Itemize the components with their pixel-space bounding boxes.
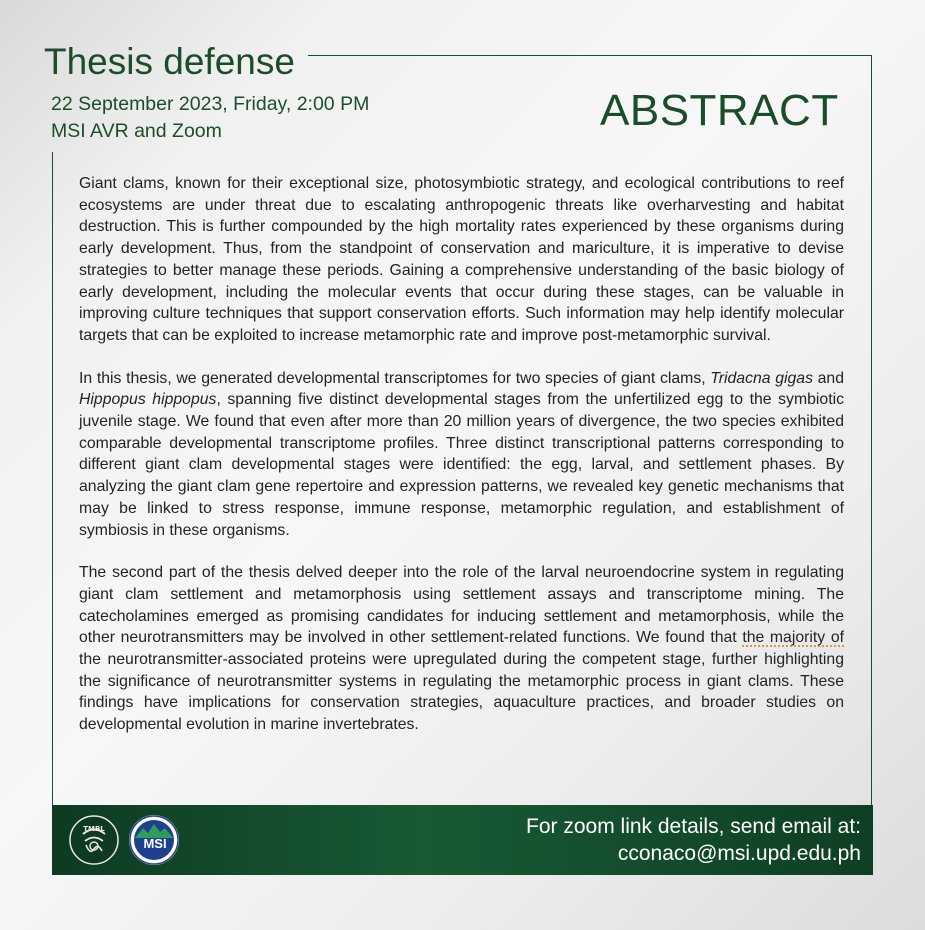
abstract-paragraph-2 [79, 368, 844, 542]
abstract-paragraph-3 [79, 562, 844, 736]
tmbi-logo-icon [69, 815, 119, 865]
frame-right-border [871, 55, 872, 805]
page-title: Thesis defense [44, 41, 295, 82]
paragraph-text: In this thesis, we generated developmental transcriptomes for two species of giant clams, [79, 369, 711, 387]
tmbi-logo-text: TMBL [83, 825, 105, 833]
abstract-heading: ABSTRACT [600, 86, 839, 135]
species-name: Hippopus hippopus [79, 391, 217, 409]
abstract-paragraph-1: Giant clams, known for their exceptional size, photosymbiotic strategy, and ecological contributions to reef ecosystems are under threat due to escalating anthropogenic threats like overharvesting and habitat destruction. This is further compounded by the high mortality rates experienced by these organisms during early development. Thus, from the standpoint of conservation and mariculture, it is imperative to devise strategies to better manage these periods. Gaining a comprehensive understanding of the basic biology of early development, including the molecular events that occur during these stages, can be valuable in improving culture techniques that support conservation efforts. Such information may help identify molecular targets that can be exploited to increase metamorphic rate and improve post-metamorphic survival. [79, 175, 844, 344]
msi-logo-icon [129, 815, 179, 865]
frame-top-border [308, 55, 872, 56]
contact-email-link[interactable]: cconaco@msi.upd.edu.ph [617, 842, 861, 865]
event-venue: MSI AVR and Zoom [51, 120, 222, 142]
paragraph-text: The second part of the thesis delved deeper into the role of the larval neuroendocrine system in regulating giant clam settlement and metamorphosis using settlement assays and transcriptome mining. The catecholamines emerged as promising candidates for inducing settlement and metamorphosis, while the other neurotransmitters may be involved in other settlement-related functions. We found that [79, 564, 844, 647]
event-date: 22 September 2023, Friday, 2:00 PM [51, 93, 370, 115]
paragraph-text: , spanning five distinct developmental stages from the unfertilized egg to the symbiotic juvenile stage. We found that even after more than 20 million years of divergence, the two species exhibited comparable developmental transcriptome profiles. Three distinct transcriptional patterns corresponding to different giant clam developmental stages were identified: the egg, larval, and settlement phases. By analyzing the giant clam gene repertoire and expression patterns, we revealed key genetic mechanisms that may be linked to stress response, immune response, metamorphic regulation, and establishment of symbiosis in these organisms. [79, 391, 844, 539]
frame-left-border [52, 152, 53, 805]
footer-banner [52, 805, 873, 875]
paragraph-text: the neurotransmitter-associated proteins were upregulated during the competent stage, further highlighting the significance of neurotransmitter systems in regulating the metamorphic process in giant clams. These findings have implications for conservation strategies, aquaculture practices, and broader studies on developmental evolution in marine invertebrates. [79, 651, 844, 734]
zoom-link-instruction: For zoom link details, send email at: [526, 815, 861, 838]
species-name: Tridacna gigas [710, 369, 813, 387]
msi-logo-text: MSI [143, 836, 167, 851]
grammar-flagged-text[interactable]: the majority of [742, 629, 844, 647]
paragraph-text: and [812, 369, 844, 387]
abstract-body [79, 173, 844, 757]
